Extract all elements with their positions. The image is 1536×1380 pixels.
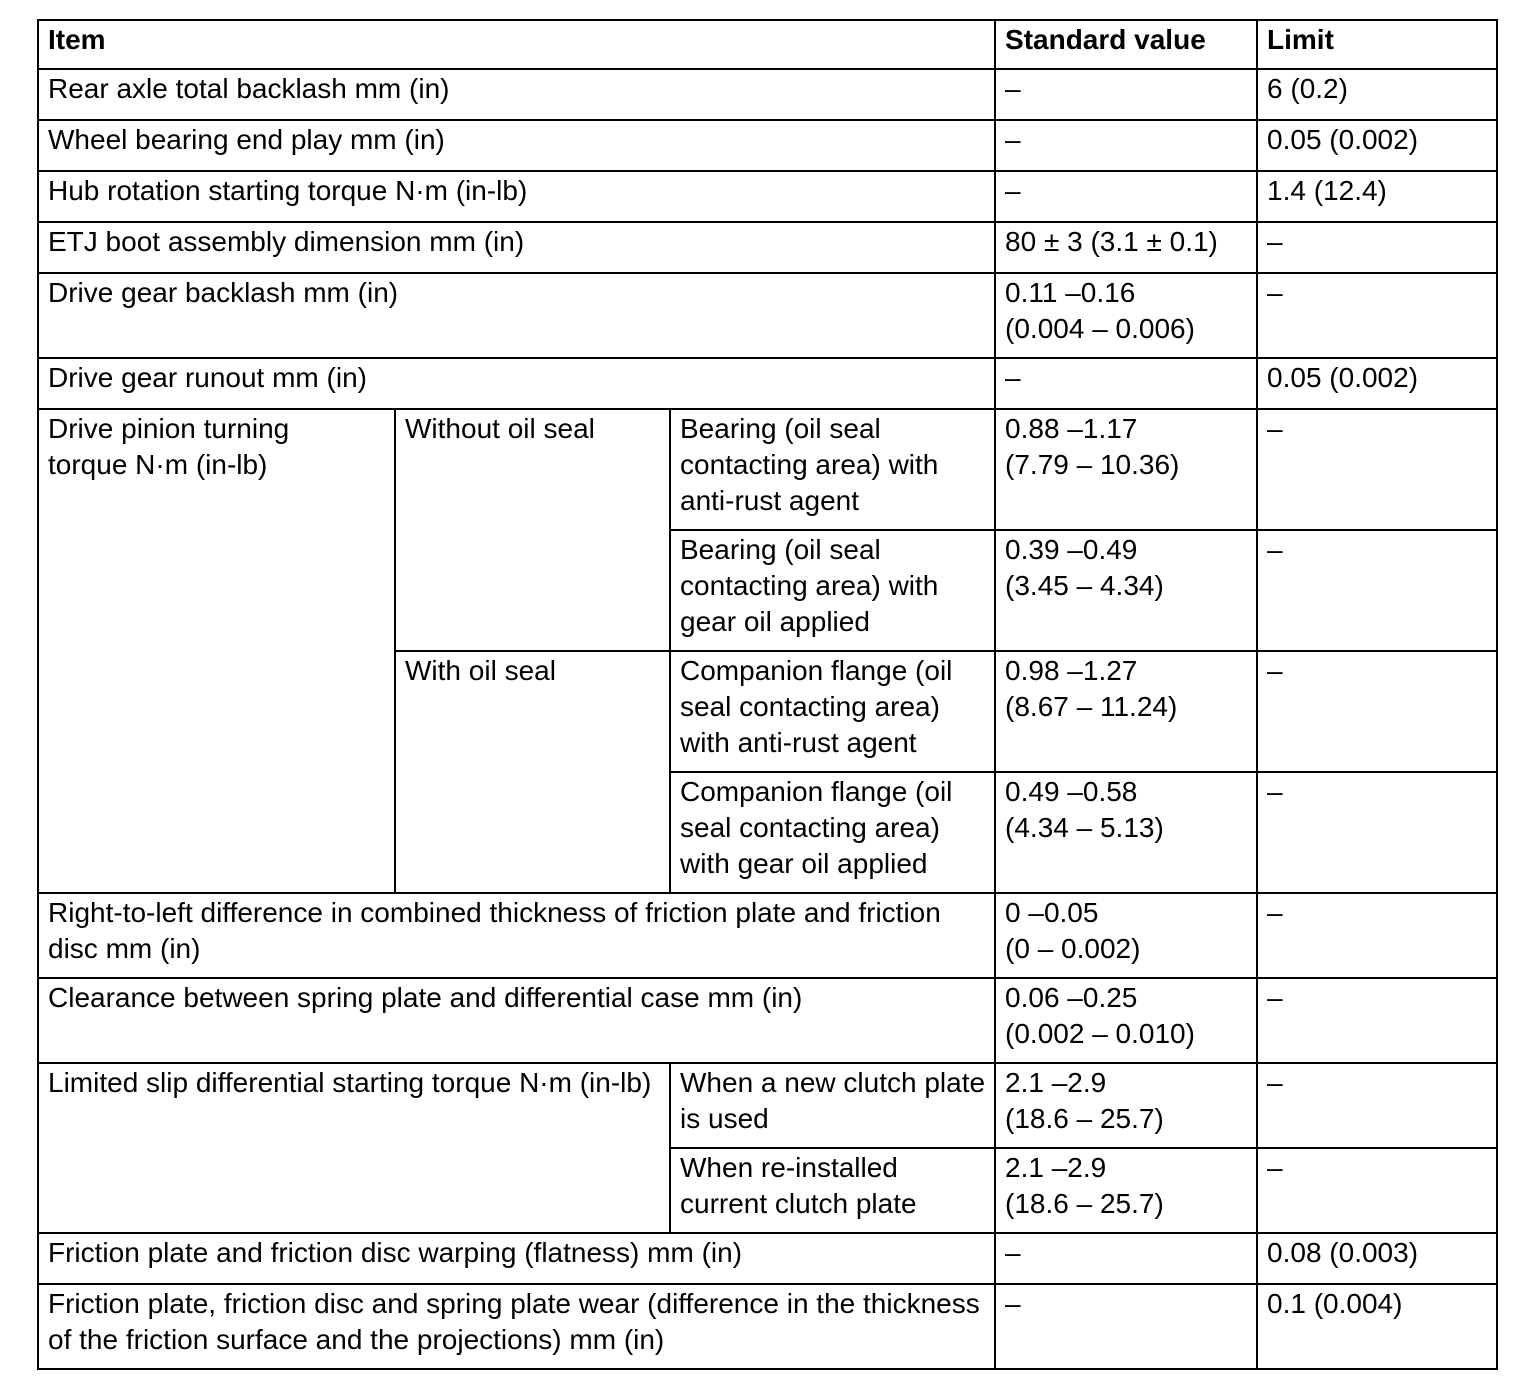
standard-cell (995, 1148, 1257, 1233)
table-row (38, 893, 1497, 978)
condition-cell: Companion flange (oil seal contacting area) with anti-rust agent (670, 651, 995, 772)
table-row (38, 978, 1497, 1063)
item-cell: Friction plate and friction disc warping (flatness) mm (in) (38, 1233, 995, 1284)
limit-cell: – (1257, 530, 1497, 651)
condition-cell: Bearing (oil seal contacting area) with anti-rust agent (670, 409, 995, 530)
item-cell: Right-to-left difference in combined thickness of friction plate and friction disc mm (in) (38, 893, 995, 978)
table-row (38, 171, 1497, 222)
standard-cell: 80 ± 3 (3.1 ± 0.1) (995, 222, 1257, 273)
standard-line: 0.06 –0.25 (1005, 982, 1138, 1013)
item-cell: Clearance between spring plate and differential case mm (in) (38, 978, 995, 1063)
standard-line: 0.98 –1.27 (1005, 655, 1138, 686)
standard-cell: – (995, 358, 1257, 409)
limit-cell: – (1257, 409, 1497, 530)
condition-cell: When a new clutch plate is used (670, 1063, 995, 1148)
standard-line: 0.39 –0.49 (1005, 534, 1138, 565)
specification-table (37, 19, 1498, 1370)
item-cell: Hub rotation starting torque N·m (in-lb) (38, 171, 995, 222)
standard-cell: – (995, 1233, 1257, 1284)
item-cell: Friction plate, friction disc and spring plate wear (difference in the thickness of the friction surface and the projections) mm (in) (38, 1284, 995, 1369)
limit-cell: – (1257, 978, 1497, 1063)
limit-cell: – (1257, 893, 1497, 978)
table-row (38, 222, 1497, 273)
standard-line: (18.6 – 25.7) (1005, 1188, 1164, 1219)
limit-cell: 6 (0.2) (1257, 69, 1497, 120)
standard-cell (995, 530, 1257, 651)
limit-cell: – (1257, 273, 1497, 358)
standard-line: 0.11 –0.16 (1005, 277, 1136, 308)
limit-cell: 0.05 (0.002) (1257, 358, 1497, 409)
standard-line: (0 – 0.002) (1005, 933, 1141, 964)
item-cell: Drive gear runout mm (in) (38, 358, 995, 409)
header-standard-value: Standard value (995, 20, 1257, 69)
limit-cell: – (1257, 1063, 1497, 1148)
standard-line: 2.1 –2.9 (1005, 1067, 1107, 1098)
item-cell-limited-slip: Limited slip differential starting torque N·m (in-lb) (38, 1063, 670, 1233)
standard-cell (995, 273, 1257, 358)
standard-cell (995, 1063, 1257, 1148)
limit-cell: – (1257, 772, 1497, 893)
standard-cell (995, 651, 1257, 772)
standard-cell (995, 978, 1257, 1063)
standard-line: (8.67 – 11.24) (1005, 691, 1178, 722)
table-row (38, 120, 1497, 171)
limit-cell: – (1257, 222, 1497, 273)
standard-line: 0.88 –1.17 (1005, 413, 1138, 444)
condition-cell: When re-installed current clutch plate (670, 1148, 995, 1233)
standard-cell (995, 893, 1257, 978)
table-row (38, 1233, 1497, 1284)
standard-line: (0.002 – 0.010) (1005, 1018, 1195, 1049)
item-cell-drive-pinion (38, 409, 395, 893)
condition-cell: Bearing (oil seal contacting area) with gear oil applied (670, 530, 995, 651)
header-limit: Limit (1257, 20, 1497, 69)
standard-cell: – (995, 1284, 1257, 1369)
item-cell: Drive gear backlash mm (in) (38, 273, 995, 358)
table-row (38, 1284, 1497, 1369)
table-row (38, 69, 1497, 120)
standard-line: (18.6 – 25.7) (1005, 1103, 1164, 1134)
standard-cell: – (995, 171, 1257, 222)
table-row (38, 409, 1497, 530)
header-item: Item (38, 20, 995, 69)
item-line: torque N·m (in-lb) (48, 449, 268, 480)
item-cell: ETJ boot assembly dimension mm (in) (38, 222, 995, 273)
table-row (38, 273, 1497, 358)
standard-line: 0 –0.05 (1005, 897, 1099, 928)
table-row (38, 1063, 1497, 1148)
limit-cell: 0.1 (0.004) (1257, 1284, 1497, 1369)
limit-cell: 0.08 (0.003) (1257, 1233, 1497, 1284)
limit-cell: 1.4 (12.4) (1257, 171, 1497, 222)
standard-line: 0.49 –0.58 (1005, 776, 1138, 807)
standard-cell: – (995, 120, 1257, 171)
item-cell: Rear axle total backlash mm (in) (38, 69, 995, 120)
item-cell: Wheel bearing end play mm (in) (38, 120, 995, 171)
standard-line: 2.1 –2.9 (1005, 1152, 1107, 1183)
standard-line: (0.004 – 0.006) (1005, 313, 1195, 344)
item-line: Drive pinion turning (48, 413, 290, 444)
standard-line: (7.79 – 10.36) (1005, 449, 1180, 480)
standard-cell (995, 772, 1257, 893)
condition-cell: Companion flange (oil seal contacting area) with gear oil applied (670, 772, 995, 893)
standard-cell (995, 409, 1257, 530)
limit-cell: – (1257, 1148, 1497, 1233)
limit-cell: 0.05 (0.002) (1257, 120, 1497, 171)
standard-line: (3.45 – 4.34) (1005, 570, 1164, 601)
standard-line: (4.34 – 5.13) (1005, 812, 1164, 843)
subitem-without-oil-seal: Without oil seal (395, 409, 670, 651)
subitem-with-oil-seal: With oil seal (395, 651, 670, 893)
limit-cell: – (1257, 651, 1497, 772)
table-row (38, 358, 1497, 409)
standard-cell: – (995, 69, 1257, 120)
